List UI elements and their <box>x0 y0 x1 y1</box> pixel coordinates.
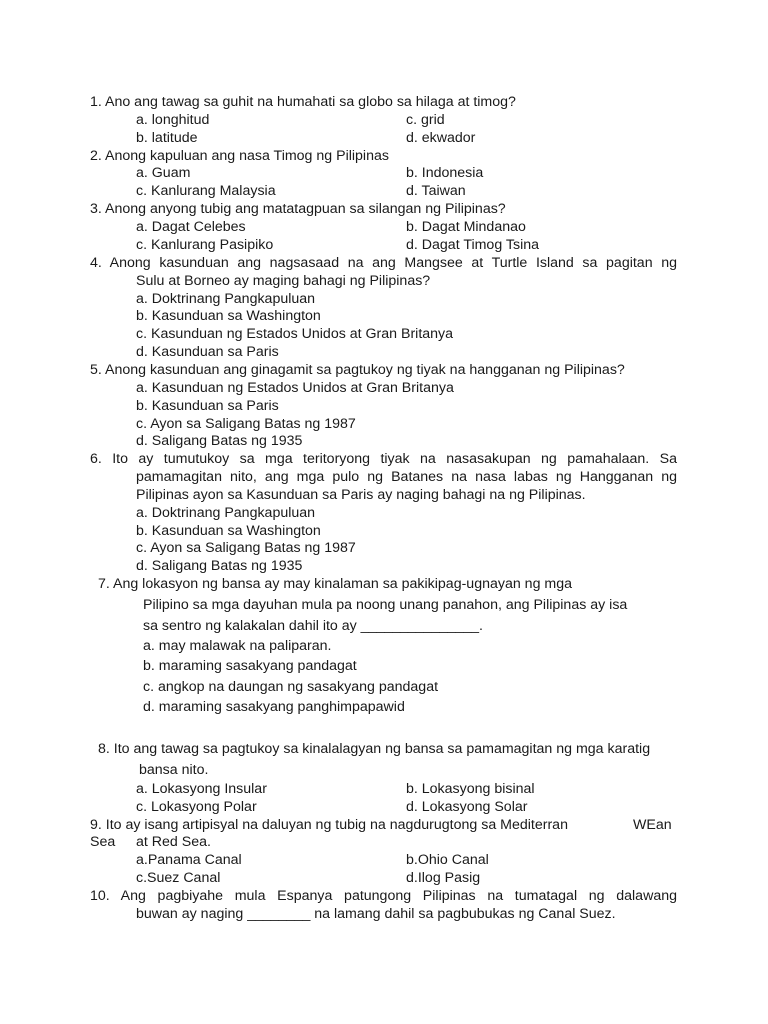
q7-choice-d: d. maraming sasakyang panghimpapawid <box>143 699 405 715</box>
q8-choice-d: d. Lokasyong Solar <box>406 799 528 815</box>
question-4-line-1: 4. Anong kasunduan ang nagsasaad na ang Mangsee at Turtle Island sa pagitan ng <box>90 255 677 271</box>
question-6-line-3: Pilipinas ayon sa Kasunduan sa Paris ay naging bahagi na ng Pilipinas. <box>136 487 586 503</box>
q9-choice-b: b.Ohio Canal <box>406 852 489 868</box>
q9-choice-c: c.Suez Canal <box>136 870 221 886</box>
q3-choice-d: d. Dagat Timog Tsina <box>406 237 540 253</box>
q4-choice-c: c. Kasunduan ng Estados Unidos at Gran Britanya <box>136 326 454 342</box>
question-9-line-1: 9. Ito ay isang artipisyal na daluyan ng tubig na nagdurugtong sa Mediterran <box>90 817 568 833</box>
question-7-line-2: Pilipino sa mga dayuhan mula pa noong unang panahon, ang Pilipinas ay isa <box>143 597 628 613</box>
q6-choice-b: b. Kasunduan sa Washington <box>136 523 321 539</box>
q8-choice-a: a. Lokasyong Insular <box>136 781 267 797</box>
question-6-line-1: 6. Ito ay tumutukoy sa mga teritoryong tiyak na nasasakupan ng pamahalaan. Sa <box>90 451 677 467</box>
question-8-line-2: bansa nito. <box>139 762 209 778</box>
q3-choice-a: a. Dagat Celebes <box>136 219 246 235</box>
q1-choice-a: a. longhitud <box>136 112 210 128</box>
question-9-line-2-start: Sea <box>90 834 116 850</box>
q4-choice-a: a. Doktrinang Pangkapuluan <box>136 291 316 307</box>
q7-choice-c: c. angkop na daungan ng sasakyang pandagat <box>143 679 439 695</box>
q2-choice-d: d. Taiwan <box>406 183 466 199</box>
question-7-line-1: 7. Ang lokasyon ng bansa ay may kinalaman sa pakikipag-ugnayan ng mga <box>98 576 573 592</box>
q1-choice-c: c. grid <box>406 112 445 128</box>
q1-choice-b: b. latitude <box>136 130 198 146</box>
q8-choice-c: c. Lokasyong Polar <box>136 799 257 815</box>
q7-choice-a: a. may malawak na paliparan. <box>143 638 332 654</box>
q2-choice-b: b. Indonesia <box>406 165 484 181</box>
q5-choice-c: c. Ayon sa Saligang Batas ng 1987 <box>136 416 356 432</box>
question-10-line-1: 10. Ang pagbiyahe mula Espanya patungong Pilipinas na tumatagal ng dalawang <box>90 888 677 904</box>
question-3: 3. Anong anyong tubig ang matatagpuan sa silangan ng Pilipinas? <box>90 201 506 217</box>
q5-choice-b: b. Kasunduan sa Paris <box>136 398 279 414</box>
question-1: 1. Ano ang tawag sa guhit na humahati sa globo sa hilaga at timog? <box>90 94 516 110</box>
q7-choice-b: b. maraming sasakyang pandagat <box>143 658 357 674</box>
q4-choice-b: b. Kasunduan sa Washington <box>136 308 321 324</box>
q6-choice-c: c. Ayon sa Saligang Batas ng 1987 <box>136 540 356 556</box>
question-9-line-1-end: WEan <box>633 817 672 833</box>
q2-choice-c: c. Kanlurang Malaysia <box>136 183 276 199</box>
q6-choice-a: a. Doktrinang Pangkapuluan <box>136 505 316 521</box>
question-2: 2. Anong kapuluan ang nasa Timog ng Pilipinas <box>90 148 389 164</box>
question-7-line-3: sa sentro ng kalakalan dahil ito ay _______________. <box>143 618 483 634</box>
q1-choice-d: d. ekwador <box>406 130 476 146</box>
q9-choice-d: d.Ilog Pasig <box>406 870 481 886</box>
q4-choice-d: d. Kasunduan sa Paris <box>136 344 279 360</box>
question-4-line-2: Sulu at Borneo ay maging bahagi ng Pilipinas? <box>136 273 431 289</box>
question-10-line-2: buwan ay naging ________ na lamang dahil sa pagbubukas ng Canal Suez. <box>136 906 616 922</box>
q9-choice-a: a.Panama Canal <box>136 852 242 868</box>
q6-choice-d: d. Saligang Batas ng 1935 <box>136 558 303 574</box>
q5-choice-d: d. Saligang Batas ng 1935 <box>136 433 303 449</box>
q8-choice-b: b. Lokasyong bisinal <box>406 781 535 797</box>
q5-choice-a: a. Kasunduan ng Estados Unidos at Gran Britanya <box>136 380 454 396</box>
question-8-line-1: 8. Ito ang tawag sa pagtukoy sa kinalalagyan ng bansa sa pamamagitan ng mga karatig <box>98 741 651 757</box>
q3-choice-b: b. Dagat Mindanao <box>406 219 526 235</box>
q3-choice-c: c. Kanlurang Pasipiko <box>136 237 274 253</box>
q2-choice-a: a. Guam <box>136 165 191 181</box>
question-5: 5. Anong kasunduan ang ginagamit sa pagtukoy ng tiyak na hangganan ng Pilipinas? <box>90 362 625 378</box>
question-9-line-2: at Red Sea. <box>136 834 211 850</box>
question-6-line-2: pamamagitan nito, ang mga pulo ng Batanes na nasa labas ng Hangganan ng <box>136 469 677 485</box>
